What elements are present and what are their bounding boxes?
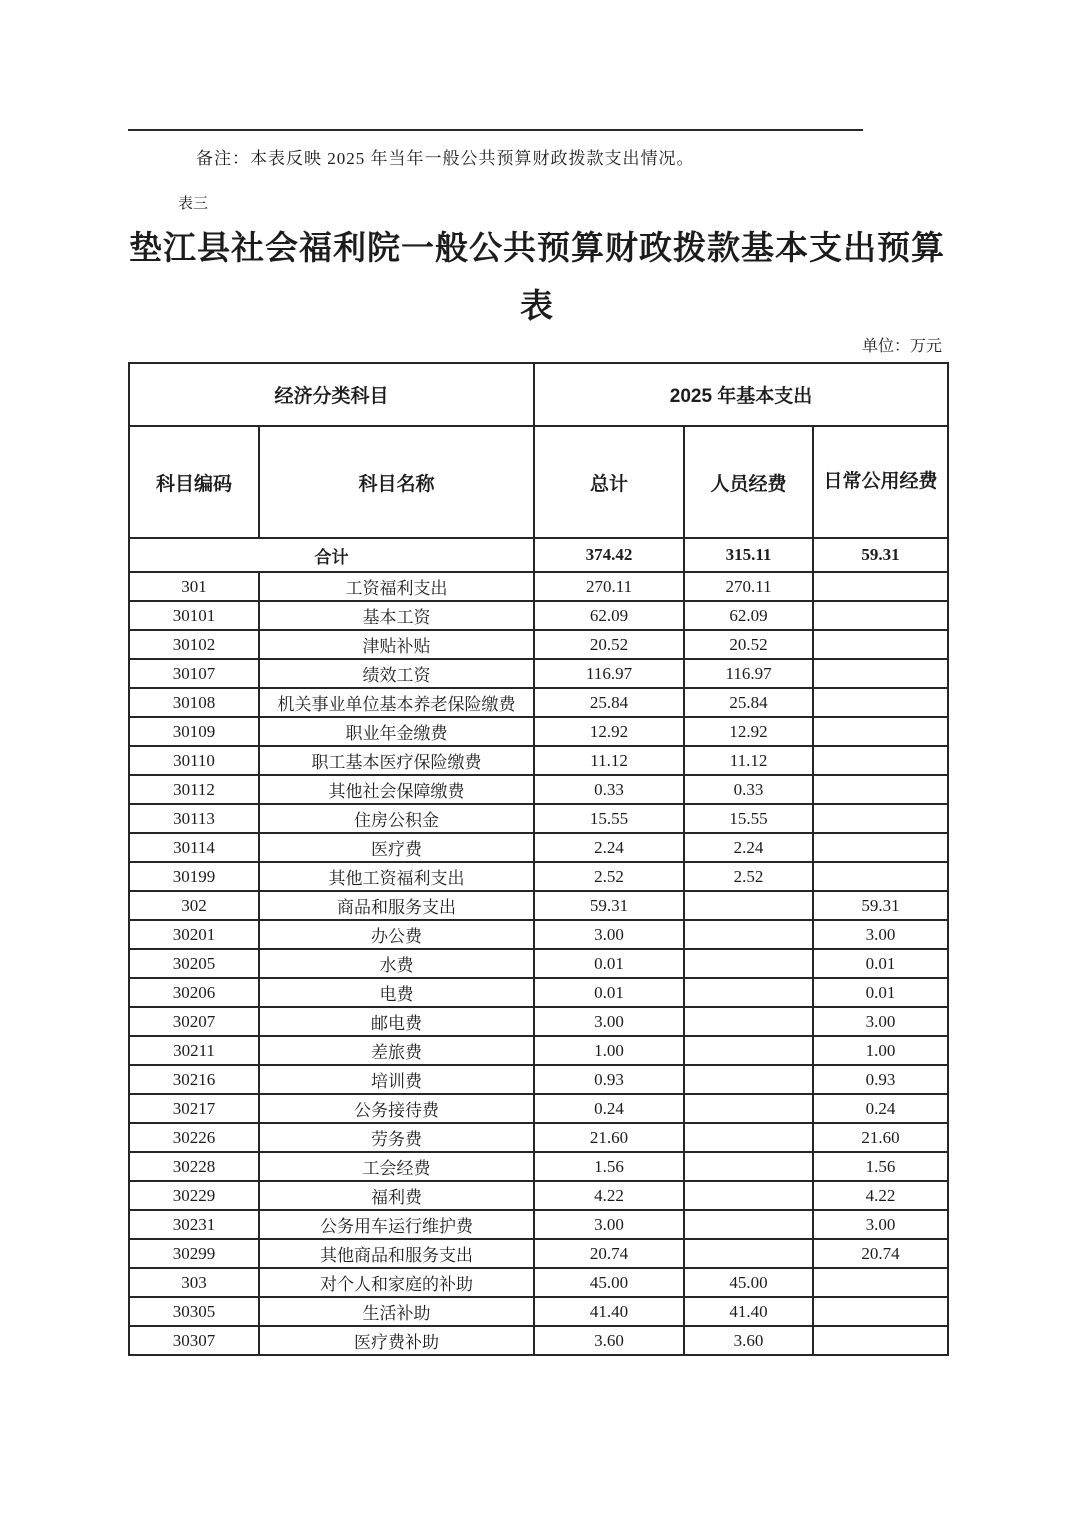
cell-code: 301 bbox=[129, 572, 259, 601]
cell-name: 对个人和家庭的补助 bbox=[259, 1268, 534, 1297]
cell-total: 3.00 bbox=[534, 1007, 684, 1036]
cell-code: 30107 bbox=[129, 659, 259, 688]
cell-total: 41.40 bbox=[534, 1297, 684, 1326]
cell-daily: 59.31 bbox=[813, 891, 948, 920]
cell-personnel bbox=[684, 1123, 813, 1152]
cell-code: 30299 bbox=[129, 1239, 259, 1268]
table-row bbox=[129, 1181, 948, 1210]
cell-name: 住房公积金 bbox=[259, 804, 534, 833]
cell-total: 3.00 bbox=[534, 1210, 684, 1239]
table-row bbox=[129, 746, 948, 775]
table-row bbox=[129, 1152, 948, 1181]
cell-name: 工会经费 bbox=[259, 1152, 534, 1181]
cell-name: 津贴补贴 bbox=[259, 630, 534, 659]
cell-daily: 3.00 bbox=[813, 920, 948, 949]
table-row bbox=[129, 1065, 948, 1094]
remark-text: 备注：本表反映 2025 年当年一般公共预算财政拨款支出情况。 bbox=[196, 149, 695, 168]
cell-total: 116.97 bbox=[534, 659, 684, 688]
cell-personnel bbox=[684, 1210, 813, 1239]
cell-name: 公务接待费 bbox=[259, 1094, 534, 1123]
page-top-rule bbox=[128, 129, 863, 131]
unit-label: 单位：万元 bbox=[861, 338, 942, 355]
cell-total: 0.01 bbox=[534, 978, 684, 1007]
cell-personnel: 116.97 bbox=[684, 659, 813, 688]
cell-daily: 4.22 bbox=[813, 1181, 948, 1210]
cell-personnel: 20.52 bbox=[684, 630, 813, 659]
page-title-line2: 表 bbox=[520, 289, 554, 325]
cell-total: 3.60 bbox=[534, 1326, 684, 1355]
table-row bbox=[129, 1326, 948, 1355]
total-row-personnel: 315.11 bbox=[684, 538, 813, 572]
cell-personnel bbox=[684, 1152, 813, 1181]
cell-code: 30108 bbox=[129, 688, 259, 717]
cell-total: 62.09 bbox=[534, 601, 684, 630]
cell-daily bbox=[813, 804, 948, 833]
cell-daily bbox=[813, 659, 948, 688]
table-row bbox=[129, 1007, 948, 1036]
cell-code: 30102 bbox=[129, 630, 259, 659]
cell-name: 生活补助 bbox=[259, 1297, 534, 1326]
header-col-daily: 日常公用经费 bbox=[813, 426, 948, 538]
cell-daily: 20.74 bbox=[813, 1239, 948, 1268]
cell-total: 1.00 bbox=[534, 1036, 684, 1065]
total-row-label: 合计 bbox=[129, 538, 534, 572]
cell-code: 30114 bbox=[129, 833, 259, 862]
cell-daily bbox=[813, 572, 948, 601]
header-group-row bbox=[129, 363, 948, 426]
cell-name: 机关事业单位基本养老保险缴费 bbox=[259, 688, 534, 717]
cell-code: 30226 bbox=[129, 1123, 259, 1152]
cell-daily: 3.00 bbox=[813, 1210, 948, 1239]
cell-personnel: 270.11 bbox=[684, 572, 813, 601]
cell-total: 45.00 bbox=[534, 1268, 684, 1297]
cell-code: 30307 bbox=[129, 1326, 259, 1355]
cell-name: 其他工资福利支出 bbox=[259, 862, 534, 891]
table-row bbox=[129, 572, 948, 601]
cell-name: 差旅费 bbox=[259, 1036, 534, 1065]
cell-daily bbox=[813, 1297, 948, 1326]
cell-total: 4.22 bbox=[534, 1181, 684, 1210]
total-row bbox=[129, 538, 948, 572]
table-row bbox=[129, 775, 948, 804]
cell-personnel bbox=[684, 891, 813, 920]
cell-personnel: 15.55 bbox=[684, 804, 813, 833]
cell-daily bbox=[813, 717, 948, 746]
cell-name: 劳务费 bbox=[259, 1123, 534, 1152]
cell-total: 2.24 bbox=[534, 833, 684, 862]
cell-total: 270.11 bbox=[534, 572, 684, 601]
cell-name: 其他社会保障缴费 bbox=[259, 775, 534, 804]
header-col-code: 科目编码 bbox=[129, 426, 259, 538]
cell-total: 0.33 bbox=[534, 775, 684, 804]
table-row bbox=[129, 949, 948, 978]
cell-name: 基本工资 bbox=[259, 601, 534, 630]
cell-name: 绩效工资 bbox=[259, 659, 534, 688]
cell-personnel bbox=[684, 1036, 813, 1065]
cell-code: 30110 bbox=[129, 746, 259, 775]
cell-code: 30229 bbox=[129, 1181, 259, 1210]
cell-personnel: 41.40 bbox=[684, 1297, 813, 1326]
cell-code: 30109 bbox=[129, 717, 259, 746]
cell-code: 30216 bbox=[129, 1065, 259, 1094]
total-row-daily: 59.31 bbox=[813, 538, 948, 572]
cell-personnel: 0.33 bbox=[684, 775, 813, 804]
header-col-personnel: 人员经费 bbox=[684, 426, 813, 538]
cell-personnel bbox=[684, 978, 813, 1007]
cell-personnel: 11.12 bbox=[684, 746, 813, 775]
cell-total: 15.55 bbox=[534, 804, 684, 833]
cell-name: 工资福利支出 bbox=[259, 572, 534, 601]
cell-name: 商品和服务支出 bbox=[259, 891, 534, 920]
page-title-line1: 垫江县社会福利院一般公共预算财政拨款基本支出预算 bbox=[129, 231, 945, 267]
cell-name: 邮电费 bbox=[259, 1007, 534, 1036]
table-number-label: 表三 bbox=[178, 196, 209, 212]
cell-name: 福利费 bbox=[259, 1181, 534, 1210]
cell-code: 30217 bbox=[129, 1094, 259, 1123]
cell-daily bbox=[813, 833, 948, 862]
cell-personnel: 25.84 bbox=[684, 688, 813, 717]
cell-code: 30205 bbox=[129, 949, 259, 978]
cell-personnel: 2.52 bbox=[684, 862, 813, 891]
table-body bbox=[129, 538, 948, 1355]
table-header bbox=[129, 363, 948, 538]
cell-personnel bbox=[684, 949, 813, 978]
table-row bbox=[129, 1123, 948, 1152]
cell-code: 30305 bbox=[129, 1297, 259, 1326]
table-row bbox=[129, 1036, 948, 1065]
cell-name: 医疗费 bbox=[259, 833, 534, 862]
cell-code: 30231 bbox=[129, 1210, 259, 1239]
cell-daily: 0.24 bbox=[813, 1094, 948, 1123]
table-row bbox=[129, 920, 948, 949]
cell-name: 电费 bbox=[259, 978, 534, 1007]
cell-code: 30201 bbox=[129, 920, 259, 949]
cell-personnel: 62.09 bbox=[684, 601, 813, 630]
header-group-subject: 经济分类科目 bbox=[129, 363, 534, 426]
cell-daily bbox=[813, 601, 948, 630]
cell-personnel: 3.60 bbox=[684, 1326, 813, 1355]
cell-name: 办公费 bbox=[259, 920, 534, 949]
cell-total: 20.74 bbox=[534, 1239, 684, 1268]
cell-code: 303 bbox=[129, 1268, 259, 1297]
cell-daily bbox=[813, 1268, 948, 1297]
cell-daily: 3.00 bbox=[813, 1007, 948, 1036]
header-col-total: 总计 bbox=[534, 426, 684, 538]
cell-total: 25.84 bbox=[534, 688, 684, 717]
cell-code: 302 bbox=[129, 891, 259, 920]
cell-total: 0.01 bbox=[534, 949, 684, 978]
cell-daily bbox=[813, 688, 948, 717]
cell-personnel: 12.92 bbox=[684, 717, 813, 746]
cell-personnel bbox=[684, 1007, 813, 1036]
cell-daily: 0.93 bbox=[813, 1065, 948, 1094]
cell-daily: 1.00 bbox=[813, 1036, 948, 1065]
cell-total: 59.31 bbox=[534, 891, 684, 920]
table-row bbox=[129, 601, 948, 630]
cell-name: 培训费 bbox=[259, 1065, 534, 1094]
table-row bbox=[129, 1239, 948, 1268]
cell-name: 其他商品和服务支出 bbox=[259, 1239, 534, 1268]
table-row bbox=[129, 1268, 948, 1297]
cell-total: 20.52 bbox=[534, 630, 684, 659]
cell-name: 公务用车运行维护费 bbox=[259, 1210, 534, 1239]
cell-code: 30211 bbox=[129, 1036, 259, 1065]
cell-personnel bbox=[684, 1094, 813, 1123]
cell-daily: 1.56 bbox=[813, 1152, 948, 1181]
table-row bbox=[129, 659, 948, 688]
table-row bbox=[129, 717, 948, 746]
cell-code: 30228 bbox=[129, 1152, 259, 1181]
cell-daily: 0.01 bbox=[813, 978, 948, 1007]
total-row-total: 374.42 bbox=[534, 538, 684, 572]
cell-daily: 0.01 bbox=[813, 949, 948, 978]
cell-name: 水费 bbox=[259, 949, 534, 978]
cell-name: 职工基本医疗保险缴费 bbox=[259, 746, 534, 775]
table-row bbox=[129, 630, 948, 659]
cell-total: 3.00 bbox=[534, 920, 684, 949]
cell-code: 30207 bbox=[129, 1007, 259, 1036]
table-row bbox=[129, 1297, 948, 1326]
cell-total: 2.52 bbox=[534, 862, 684, 891]
cell-name: 职业年金缴费 bbox=[259, 717, 534, 746]
cell-total: 21.60 bbox=[534, 1123, 684, 1152]
cell-total: 0.93 bbox=[534, 1065, 684, 1094]
table-row bbox=[129, 1094, 948, 1123]
cell-personnel bbox=[684, 1181, 813, 1210]
cell-total: 0.24 bbox=[534, 1094, 684, 1123]
header-group-expense: 2025 年基本支出 bbox=[534, 363, 948, 426]
cell-daily bbox=[813, 775, 948, 804]
cell-daily bbox=[813, 746, 948, 775]
cell-total: 11.12 bbox=[534, 746, 684, 775]
cell-daily: 21.60 bbox=[813, 1123, 948, 1152]
table-row bbox=[129, 833, 948, 862]
cell-daily bbox=[813, 1326, 948, 1355]
table-row bbox=[129, 891, 948, 920]
cell-code: 30199 bbox=[129, 862, 259, 891]
cell-daily bbox=[813, 862, 948, 891]
cell-personnel bbox=[684, 1239, 813, 1268]
cell-daily bbox=[813, 630, 948, 659]
cell-total: 1.56 bbox=[534, 1152, 684, 1181]
table-row bbox=[129, 804, 948, 833]
cell-name: 医疗费补助 bbox=[259, 1326, 534, 1355]
cell-code: 30101 bbox=[129, 601, 259, 630]
cell-personnel: 45.00 bbox=[684, 1268, 813, 1297]
cell-code: 30112 bbox=[129, 775, 259, 804]
table-row bbox=[129, 978, 948, 1007]
header-col-name: 科目名称 bbox=[259, 426, 534, 538]
cell-personnel: 2.24 bbox=[684, 833, 813, 862]
cell-personnel bbox=[684, 920, 813, 949]
budget-table bbox=[128, 362, 949, 1356]
cell-code: 30113 bbox=[129, 804, 259, 833]
table-row bbox=[129, 1210, 948, 1239]
cell-total: 12.92 bbox=[534, 717, 684, 746]
cell-personnel bbox=[684, 1065, 813, 1094]
table-row bbox=[129, 862, 948, 891]
page-title bbox=[0, 220, 1074, 336]
cell-code: 30206 bbox=[129, 978, 259, 1007]
table-row bbox=[129, 688, 948, 717]
header-columns-row bbox=[129, 426, 948, 538]
